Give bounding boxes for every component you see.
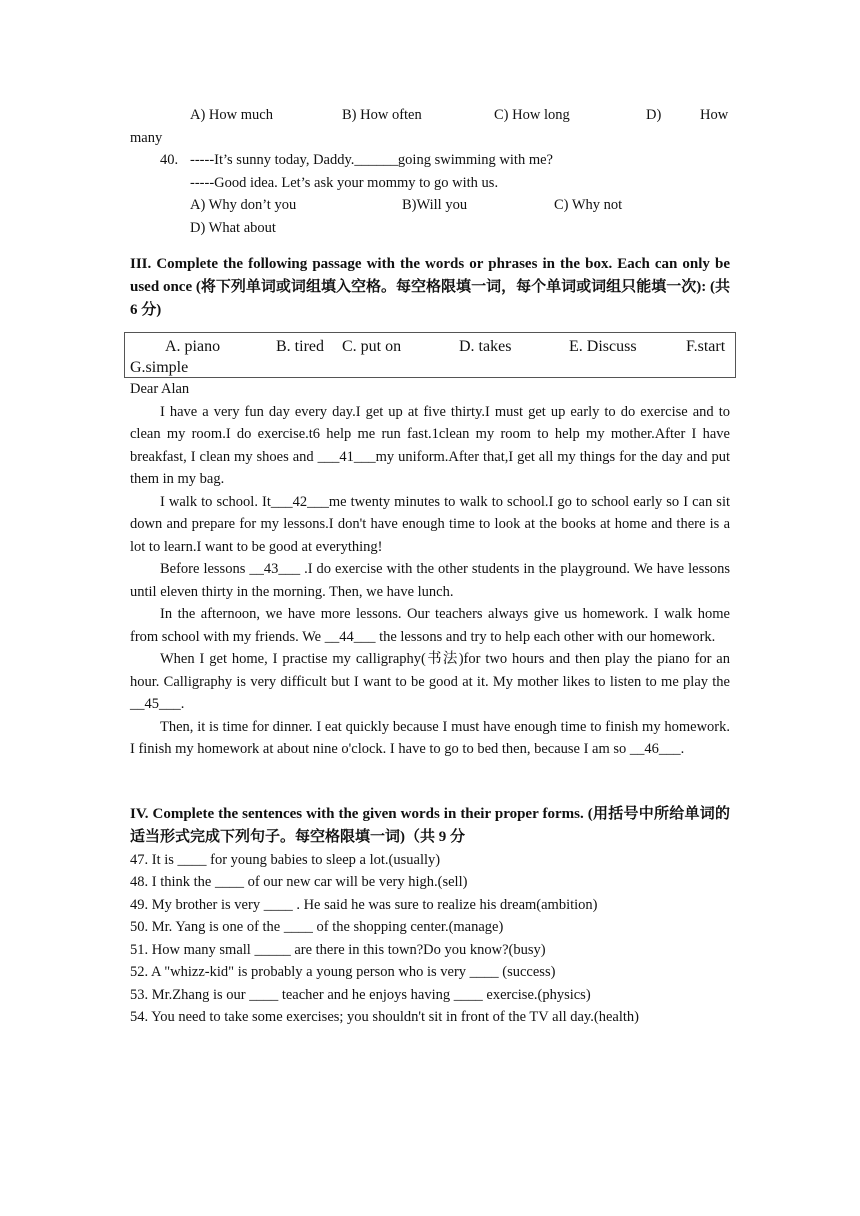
word-box [124,332,736,378]
q40-number: 40. [160,152,179,168]
sentence-item: 54. You need to take some exercises; you shouldn't sit in front of the TV all day.(health) [130,1009,639,1025]
q39-option-d-label: D) [646,107,662,123]
passage-paragraph: In the afternoon, we have more lessons. Our teachers always give us homework. I walk home from school with my friends. We __44___ the lessons and try to help each other with our homework. [130,606,730,645]
letter-salutation: Dear Alan [130,381,190,397]
q39-option-d-word: How [700,107,729,123]
sentence-item: 50. Mr. Yang is one of the ____ of the shopping center.(manage) [130,919,504,935]
word-box-e: E. Discuss [569,338,637,355]
q39-option-c: C) How long [494,107,570,123]
q39-option-a: A) How much [190,107,273,123]
sentence-item: 47. It is ____ for young babies to sleep a lot.(usually) [130,851,441,868]
q40-options-row [130,194,730,217]
word-box-b: B. tired [276,338,324,355]
word-box-g: G.simple [130,359,189,376]
q40-option-a: A) Why don’t you [190,197,297,213]
sentence-item: 51. How many small _____ are there in this town?Do you know?(busy) [130,941,546,958]
section3-heading: III. Complete the following passage with the words or phrases in the box. Each can only be used once (将下列单词或词组填入空格。每空格限填一词，每个单词或词组只能填一次): (共 6 分) [130,256,730,318]
section4-heading: IV. Complete the sentences with the given words in their proper forms. (用括号中所给单词的适当形式完成下列句子。每空格限填一词)（共 9 分 [130,805,730,845]
passage-paragraph: When I get home, I practise my calligraphy(书法)for two hours and then play the piano for an hour. Calligraphy is very difficult but I want to be good at it. My mother likes to listen to me play the __45___. [130,651,730,712]
worksheet-page [130,104,730,1029]
word-box-d: D. takes [459,338,512,355]
word-box-c: C. put on [342,338,402,355]
q39-option-b: B) How often [342,107,422,123]
sentence-item: 52. A "whizz-kid" is probably a young person who is very ____ (success) [130,964,556,980]
sentence-item: 48. I think the ____ of our new car will be very high.(sell) [130,874,468,890]
sentence-item: 49. My brother is very ____ . He said he was sure to realize his dream(ambition) [130,896,598,913]
q40-option-d: D) What about [190,219,276,236]
passage-paragraph: I walk to school. It___42___me twenty minutes to walk to school.I go to school early so I can sit down and prepare for my lessons.I don't have enough time to look at the books at home and there is a lot to learn.I want to be good at everything! [130,493,730,555]
sentence-item: 53. Mr.Zhang is our ____ teacher and he enjoys having ____ exercise.(physics) [130,986,591,1003]
q39-options-row [130,104,730,127]
word-box-f: F.start [686,338,726,355]
q40-line1 [130,149,730,172]
word-box-a: A. piano [165,338,221,355]
q40-option-b: B)Will you [402,197,468,213]
q40-option-c: C) Why not [554,197,623,213]
q40-dialog-2: -----Good idea. Let’s ask your mommy to go with us. [190,174,499,191]
passage-paragraph: Before lessons __43___ .I do exercise with the other students in the playground. We have lessons until eleven thirty in the morning. Then, we have lunch. [130,561,730,600]
q39-option-d-wrap: many [130,129,163,146]
passage-paragraph: Then, it is time for dinner. I eat quickly because I must have enough time to finish my homework. I finish my homework at about nine o'clock. I have to go to bed then, because I am so __46___. [130,718,730,757]
passage-paragraph: I have a very fun day every day.I get up at five thirty.I must get up early to do exercise and to clean my room.I do exercise.t6 help me run fast.1clean my room to help my mother.After I have breakfast, I clean my shoes and ___41___my uniform.After that,I get all my things for the day and put them in my bag. [130,403,730,487]
q40-dialog-1: -----It’s sunny today, Daddy.______going swimming with me? [190,152,553,168]
